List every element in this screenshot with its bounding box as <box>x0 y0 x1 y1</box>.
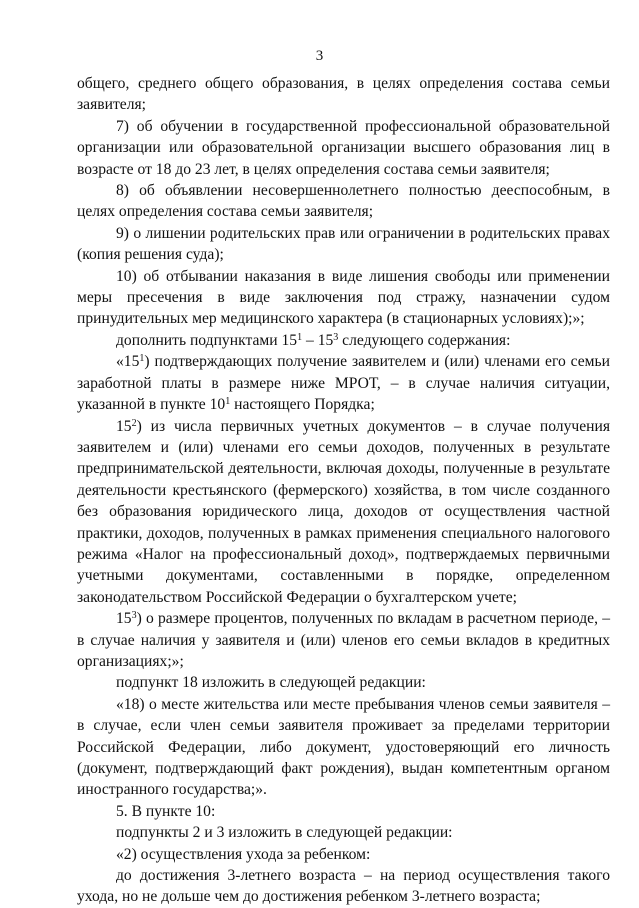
paragraph <box>77 801 610 822</box>
paragraph <box>77 223 610 266</box>
paragraph-text: 9) о лишении родительских прав или ограничении в родительских правах (копия решения суда); <box>77 224 610 264</box>
paragraph-text: 10) об отбывании наказания в виде лишения свободы или применении меры пресечения в виде заключения под стражу, назначении судом принудительных мер медицинского характера (в стационарных условиях);»; <box>77 267 610 328</box>
superscript: 2 <box>131 417 137 429</box>
paragraph-text: ) подтверждающих получение заявителем и (или) членами его семьи заработной платы в размере ниже МРОТ, – в случае наличия ситуации, указанной в пункте 10 <box>77 353 610 414</box>
paragraph <box>77 608 610 672</box>
paragraph-text: – 15 <box>302 331 334 349</box>
paragraph-text: дополнить подпунктами 15 <box>116 331 298 349</box>
page-number: 3 <box>315 48 324 64</box>
paragraph-text: 5. В пункте 10: <box>116 802 216 820</box>
paragraph-text: 7) об обучении в государственной профессиональной образовательной организации или образовательной организации высшего образования лиц в возрасте от 18 до 23 лет, в целях определения состава семьи заявителя; <box>77 117 610 178</box>
paragraph <box>77 266 610 330</box>
paragraph <box>77 416 610 609</box>
paragraph <box>77 116 610 180</box>
paragraph-text: «18) о месте жительства или месте пребывания членов семьи заявителя – в случае, если член семьи заявителя проживает за пределами территории Российской Федерации, либо документ, удостоверяющий его личность (документ, подтверждающий факт рождения), выдан компетентным органом иностранного государства;». <box>77 695 610 799</box>
superscript: 3 <box>333 331 339 343</box>
paragraph-text: до достижения 3-летнего возраста – на период осуществления такого ухода, но не дольше чем до достижения ребенком 3-летнего возраста; <box>77 867 610 906</box>
paragraph-text: «15 <box>116 353 140 371</box>
paragraph <box>77 822 610 843</box>
superscript: 1 <box>225 396 231 408</box>
superscript: 1 <box>139 353 145 365</box>
paragraph-text: подпункты 2 и 3 изложить в следующей редакции: <box>116 824 453 842</box>
paragraph-text: ) о размере процентов, полученных по вкладам в расчетном периоде, – в случае наличия у заявителя и (или) членов его семьи вкладов в кредитных организациях;»; <box>77 610 610 670</box>
paragraph <box>77 694 610 801</box>
document-body <box>77 73 610 908</box>
superscript: 1 <box>297 331 303 343</box>
paragraph-text: подпункт 18 изложить в следующей редакции: <box>116 674 426 692</box>
paragraph <box>77 844 610 865</box>
paragraph-text: следующего содержания: <box>338 331 511 349</box>
paragraph <box>77 672 610 693</box>
paragraph-text: 15 <box>116 610 132 628</box>
paragraph-text: 8) об объявлении несовершеннолетнего полностью дееспособным, в целях определения состава семьи заявителя; <box>77 182 610 221</box>
paragraph <box>77 865 610 908</box>
superscript: 3 <box>131 610 137 622</box>
paragraph-text: ) из числа первичных учетных документов – в случае получения заявителем и (или) членами его семьи доходов, полученных в результате предпринимательской деятельности, включая доходы, полученные в результате деятельности крестьянского (фермерского) хозяйства, в том числе созданного без образования юридического лица, доходов от осуществления частной практики, доходов, полученных в рамках применения специального налогового режима «Налог на профессиональный доход», подтверждаемых первичными учетными документами, составленными в порядке, определенном законодательством Российской Федерации о бухгалтерском учете; <box>77 417 610 606</box>
paragraph <box>77 73 610 116</box>
paragraph-text: настоящего Порядка; <box>230 396 375 414</box>
paragraph-text: «2) осуществления ухода за ребенком: <box>116 845 371 863</box>
paragraph <box>77 180 610 223</box>
paragraph-text: 15 <box>116 417 132 435</box>
paragraph <box>77 351 610 415</box>
paragraph <box>77 330 610 351</box>
paragraph-text: общего, среднего общего образования, в целях определения состава семьи заявителя; <box>77 75 610 114</box>
